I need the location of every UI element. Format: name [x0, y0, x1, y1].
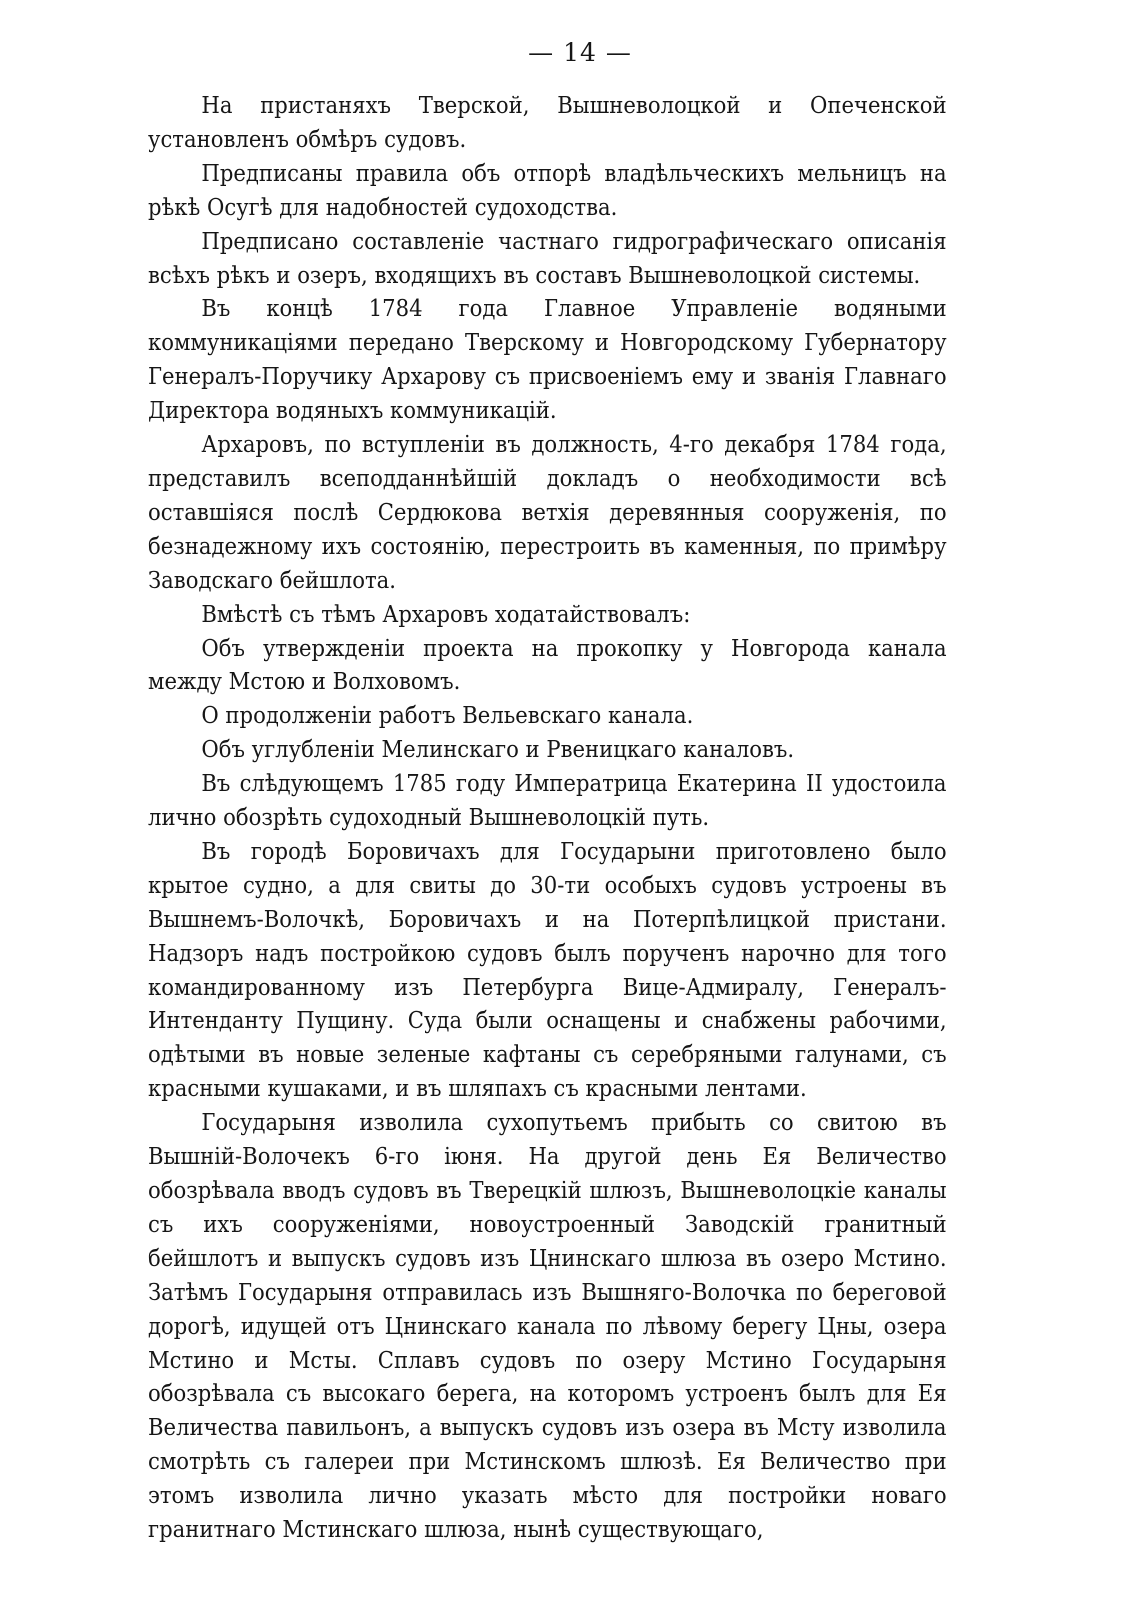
page-number: — 14 —: [528, 38, 632, 67]
paragraph: Вмѣстѣ съ тѣмъ Архаровъ ходатайствовалъ:: [201, 601, 691, 628]
paragraph: Предписаны правила объ отпорѣ владѣльческихъ мельницъ на рѣкѣ Осугѣ для надобностей судоходства.: [148, 160, 947, 221]
paragraph: Въ городѣ Боровичахъ для Государыни приготовлено было крытое судно, а для свиты до 30-ти особыхъ судовъ устроены въ Вышнемъ-Волочкѣ, Боровичахъ и на Потерпѣлицкой пристани. Надзоръ надъ постройкою судовъ былъ порученъ нарочно для того командированному изъ Петербурга Вице-Адмиралу, Генералъ-Интенданту Пущину. Суда были оснащены и снабжены рабочими, одѣтыми въ новые зеленые кафтаны съ серебряными галунами, съ красными кушаками, и въ шляпахъ съ красными лентами.: [148, 838, 947, 1103]
paragraph: Объ углубленіи Мелинскаго и Рвеницкаго каналовъ.: [201, 737, 795, 764]
paragraph: О продолженіи работъ Вельевскаго канала.: [201, 703, 694, 730]
paragraph: Архаровъ, по вступленіи въ должность, 4-го декабря 1784 года, представилъ всеподданнѣйшій докладъ о необходимости всѣ оставшіяся послѣ Сердюкова ветхія деревянныя сооруженія, по безнадежному ихъ состоянію, перестроить въ каменныя, по примѣру Заводскаго бейшлота.: [148, 432, 947, 594]
paragraph: Государыня изволила сухопутьемъ прибыть со свитою въ Вышній-Волочекъ 6-го іюня. На другой день Ея Величество обозрѣвала вводъ судовъ въ Тверецкій шлюзъ, Вышневолоцкіе каналы съ ихъ сооруженіями, новоустроенный Заводскій гранитный бейшлотъ и выпускъ судовъ изъ Цнинскаго шлюза въ озеро Мстино. Затѣмъ Государыня отправилась изъ Вышняго-Волочка по береговой дорогѣ, идущей отъ Цнинскаго канала по лѣвому берегу Цны, озера Мстино и Мсты. Сплавъ судовъ по озеру Мстино Государыня обозрѣвала съ высокаго берега, на которомъ устроенъ былъ для Ея Величества павильонъ, а выпускъ судовъ изъ озера въ Мсту изволила смотрѣть съ галереи при Мстинскомъ шлюзѣ. Ея Величество при этомъ изволила лично указать мѣсто для постройки новаго гранитнаго Мстинскаго шлюза, нынѣ существующаго,: [148, 1110, 947, 1544]
paragraph: Предписано составленіе частнаго гидрографическаго описанія всѣхъ рѣкъ и озеръ, входящихъ въ составъ Вышневолоцкой системы.: [148, 228, 947, 289]
paragraph: Въ слѣдующемъ 1785 году Императрица Екатерина II удостоила лично обозрѣть судоходный Вышневолоцкій путь.: [148, 771, 947, 832]
paragraph: Въ концѣ 1784 года Главное Управленіе водяными коммуникаціями передано Тверскому и Новгородскому Губернатору Генералъ-Поручику Архарову съ присвоеніемъ ему и званія Главнаго Директора водяныхъ коммуникацій.: [148, 296, 947, 425]
paragraph: На пристаняхъ Тверской, Вышневолоцкой и Опеченской установленъ обмѣръ судовъ.: [148, 93, 947, 153]
paragraph: Объ утвержденіи проекта на прокопку у Новгорода канала между Мстою и Волховомъ.: [148, 635, 947, 696]
text-body: [148, 90, 947, 1548]
